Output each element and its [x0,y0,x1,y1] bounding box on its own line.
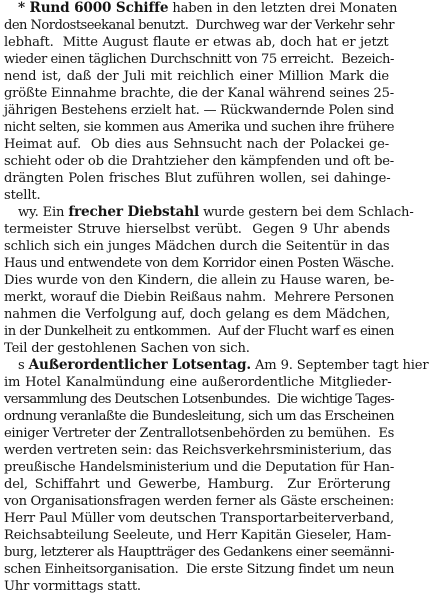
text-line: * Rund 6000 Schiffe haben in den letzten drei Monaten [18,0,398,16]
text-line: Herr Paul Müller vom deutschen Transportarbeiterverband, [4,511,394,526]
headline-rund-6000-schiffe: * Rund 6000 Schiffe [18,0,169,16]
text-line: jährigen Bestehens erzielt hat. — Rückwandernde Polen sind [4,103,394,118]
text-line: Reichsabteilung Seeleute, und Herr Kapitän Gieseler, Ham- [4,528,391,543]
text-line: del, Schiffahrt und Gewerbe, Hamburg. Zur Erörterung [4,477,391,492]
text-line: Haus und entwendete von dem Korridor einen Posten Wäsche. [4,256,394,271]
text-line: größte Einnahme brachte, die der Kanal während seines 25- [4,86,394,101]
text-line: drängten Polen frisches Blut zuführen wollen, sei dahinge- [4,171,391,186]
text-line: den Nordostseekanal benutzt. Durchweg war der Verkehr sehr [4,18,394,33]
headline-frecher-diebstahl: frecher Diebstahl [68,204,200,220]
text-line: schlich sich ein junges Mädchen durch die Seitentür in das [4,239,390,254]
text-line: einiger Vertreter der Zentrallotsenbehörden zu bemühen. Es [4,426,394,441]
text-line: nahmen die Verfolgung auf, doch gelang es dem Mädchen, [4,307,390,322]
text-line: im Hotel Kanalmündung eine außerordentliche Mitglieder- [4,375,392,390]
text-line: burg, letzterer als Hauptträger des Gedankens einer seemänni- [4,545,394,560]
text-line: termeister Struve hierselbst verübt. Gegen 9 Uhr abends [4,222,390,237]
text-line: Teil der gestohlenen Sachen von sich. [4,341,250,356]
text-line: preußische Handelsministerium und die Deputation für Han- [4,460,394,475]
text-line: schen Einheitsorganisation. Die erste Sitzung findet um neun [4,562,394,577]
text-line: wieder einen täglichen Durchschnitt von 75 erreicht. Bezeich- [4,52,394,67]
text-line: s Außerordentlicher Lotsentag. Am 9. September tagt hier [18,357,429,373]
text-line: schieht oder ob die Drahtzieher den kämpfenden und oft be- [4,154,394,169]
text-line: versammlung des Deutschen Lotsenbundes. Die wichtige Tages- [4,392,394,407]
text-line: von Organisationsfragen werden ferner als Gäste erscheinen: [4,494,394,509]
text-line: Uhr vormittags statt. [4,579,141,594]
text-line: stellt. [4,188,41,203]
text-line: nend ist, daß der Juli mit reichlich einer Million Mark die [4,69,389,84]
text-line: ordnung veranlaßte die Bundesleitung, sich um das Erscheinen [4,409,394,424]
text-line: nicht selten, sie kommen aus Amerika und suchen ihre frühere [4,120,394,135]
text-line: Heimat auf. Ob dies aus Sehnsucht nach der Polackei ge- [4,137,389,152]
headline-lotsentag: Außerordentlicher Lotsentag. [28,357,251,373]
text-line: in der Dunkelheit zu entkommen. Auf der Flucht warf es einen [4,324,394,339]
text-line: werden vertreten sein: das Reichsverkehrsministerium, das [4,443,392,458]
text-line: merkt, worauf die Diebin Reißaus nahm. Mehrere Personen [4,290,394,305]
text-line: wy. Ein frecher Diebstahl wurde gestern bei dem Schlach- [18,204,414,220]
text-line: lebhaft. Mitte August flaute er etwas ab, doch hat er jetzt [4,35,389,50]
text-line: Dies wurde von den Kindern, die allein zu Hause waren, be- [4,273,394,288]
